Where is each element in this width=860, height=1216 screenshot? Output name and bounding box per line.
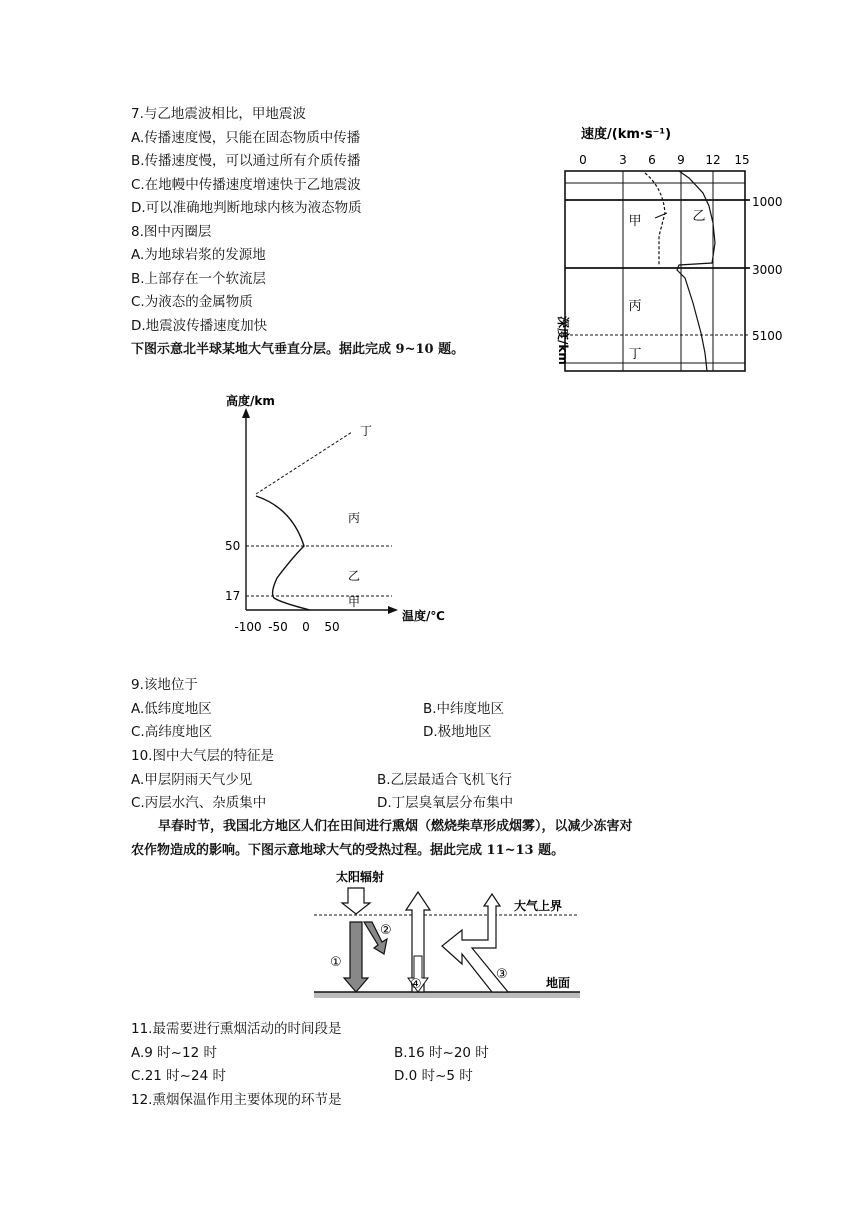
- q9-option-c: C.高纬度地区: [131, 724, 213, 740]
- heat-mark-3: ③: [496, 967, 508, 982]
- q11-stem: 11.最需要进行熏烟活动的时间段是: [131, 1021, 342, 1037]
- seismic-depth-3000: 3000: [752, 263, 783, 277]
- q10-option-a: A.甲层阴雨天气少见: [131, 772, 253, 788]
- q9-option-a: A.低纬度地区: [131, 701, 212, 717]
- intro-11-13-line1: 早春时节，我国北方地区人们在田间进行熏烟（燃烧柴草形成烟雾），以减少冻害对: [158, 819, 633, 834]
- q7-option-b: B.传播速度慢，可以通过所有介质传播: [131, 153, 361, 169]
- q8-option-b: B.上部存在一个软流层: [131, 271, 267, 287]
- q8-option-a: A.为地球岩浆的发源地: [131, 247, 266, 263]
- seismic-speed-label: 速度/(km·s⁻¹): [581, 127, 672, 142]
- q10-option-d: D.丁层臭氧层分布集中: [377, 795, 514, 811]
- atmos-xlabel: 温度/℃: [402, 609, 445, 623]
- seismic-xtick-6: 6: [648, 153, 656, 167]
- q7-option-c: C.在地幔中传播速度增速快于乙地震波: [131, 177, 361, 193]
- heat-ground-label: 地面: [546, 976, 571, 990]
- atmos-ylabel: 高度/km: [226, 394, 275, 408]
- heat-mark-4: ④: [410, 977, 422, 992]
- atmos-ytick-50: 50: [225, 539, 241, 553]
- q7-stem: 7.与乙地震波相比，甲地震波: [131, 106, 306, 122]
- atmos-xtick-neg100: -100: [234, 620, 262, 634]
- q11-option-b: B.16 时~20 时: [394, 1045, 489, 1061]
- q9-option-b: B.中纬度地区: [423, 701, 505, 717]
- seismic-wave-figure: [555, 118, 805, 380]
- seismic-xtick-12: 12: [705, 153, 721, 167]
- q10-stem: 10.图中大气层的特征是: [131, 748, 274, 764]
- q9-option-d: D.极地地区: [423, 724, 492, 740]
- atmos-xtick-neg50: -50: [268, 620, 288, 634]
- q10-option-b: B.乙层最适合飞机飞行: [377, 772, 513, 788]
- q7-option-d: D.可以准确地判断地球内核为液态物质: [131, 200, 362, 216]
- atmosphere-figure: [222, 388, 467, 640]
- atmospheric-heating-figure: [312, 866, 584, 1006]
- q8-option-c: C.为液态的金属物质: [131, 294, 253, 310]
- seismic-xtick-9: 9: [677, 153, 685, 167]
- seismic-xtick-3: 3: [619, 153, 627, 167]
- seismic-layer-yi: 乙: [692, 209, 706, 224]
- intro-9-10: 下图示意北半球某地大气垂直分层。据此完成 9~10 题。: [131, 342, 465, 357]
- q8-stem: 8.图中丙圈层: [131, 224, 212, 240]
- seismic-depth-1000: 1000: [752, 195, 783, 209]
- heat-solar-label: 太阳辐射: [336, 870, 385, 884]
- heat-mark-1: ①: [330, 955, 342, 970]
- atmos-ytick-17: 17: [225, 589, 241, 603]
- q8-option-d: D.地震波传播速度加快: [131, 318, 268, 334]
- q11-option-c: C.21 时~24 时: [131, 1068, 226, 1084]
- seismic-depth-5100: 5100: [752, 329, 783, 343]
- atmos-xtick-50: 50: [324, 620, 340, 634]
- atmos-layer-ding: 丁: [360, 424, 373, 438]
- intro-11-13-line2: 农作物造成的影响。下图示意地球大气的受热过程。据此完成 11~13 题。: [131, 843, 565, 858]
- atmos-xtick-0: 0: [302, 620, 310, 634]
- seismic-xtick-0: 0: [579, 153, 587, 167]
- atmos-layer-yi: 乙: [348, 569, 361, 583]
- q9-stem: 9.该地位于: [131, 677, 198, 693]
- seismic-layer-jia: 甲: [628, 214, 642, 229]
- q12-stem: 12.熏烟保温作用主要体现的环节是: [131, 1092, 342, 1108]
- atmos-layer-jia: 甲: [348, 595, 361, 609]
- heat-atmos-top-label: 大气上界: [514, 899, 563, 913]
- seismic-layer-bing: 丙: [628, 299, 642, 314]
- heat-mark-2: ②: [380, 923, 392, 938]
- q7-option-a: A.传播速度慢，只能在固态物质中传播: [131, 130, 361, 146]
- seismic-layer-ding: 丁: [628, 347, 642, 362]
- seismic-depth-label: 深度/km: [556, 316, 570, 365]
- q11-option-d: D.0 时~5 时: [394, 1068, 473, 1084]
- seismic-xtick-15: 15: [734, 153, 750, 167]
- q10-option-c: C.丙层水汽、杂质集中: [131, 795, 267, 811]
- atmos-layer-bing: 丙: [348, 511, 361, 525]
- q11-option-a: A.9 时~12 时: [131, 1045, 217, 1061]
